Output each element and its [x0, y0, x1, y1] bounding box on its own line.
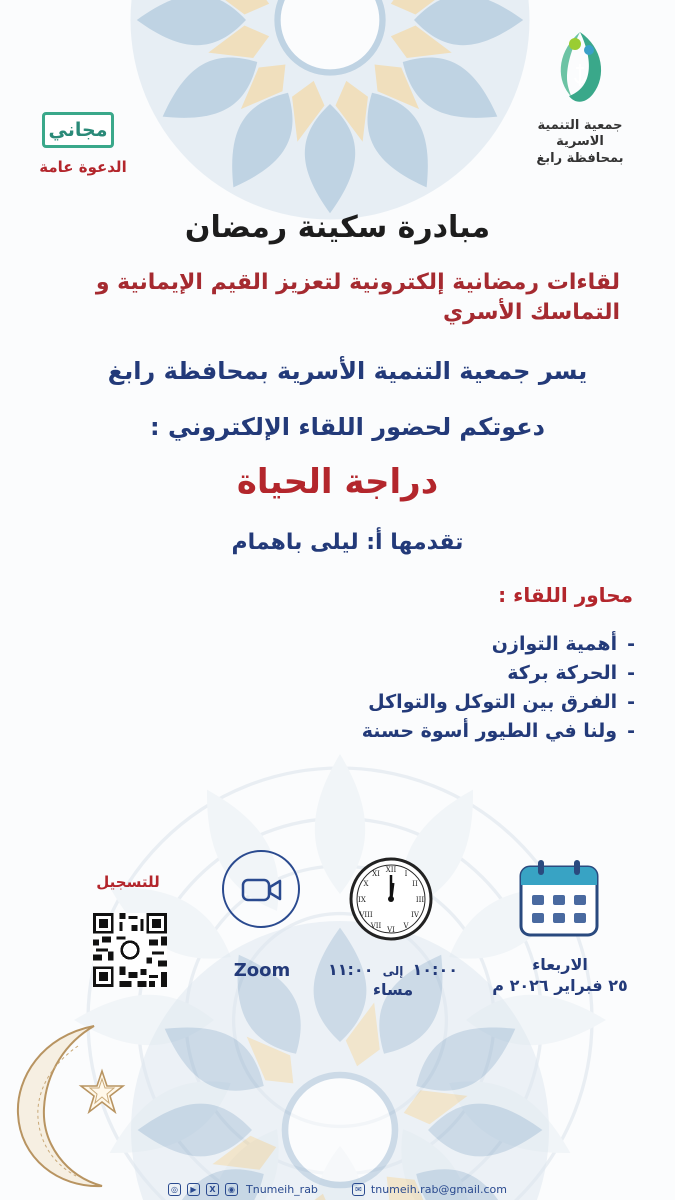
svg-text:II: II — [412, 880, 418, 888]
register-label: للتسجيل — [96, 873, 160, 891]
axes-list — [295, 630, 635, 746]
axis-item: - أهمية التوازن — [295, 630, 635, 659]
org-logo-mark-icon — [545, 28, 615, 118]
intro-line-2: دعوتكم لحضور اللقاء الإلكتروني : — [150, 413, 545, 441]
registration-qr-code[interactable] — [93, 913, 167, 987]
initiative-title: مبادرة سكينة رمضان — [184, 210, 491, 245]
org-name-line1: جمعية التنمية الاسرية — [537, 118, 623, 150]
free-badge: مجاني — [42, 112, 114, 148]
svg-text:I: I — [404, 870, 408, 878]
presenter-name: تقدمها أ: ليلى باهمام — [231, 530, 464, 555]
svg-text:IX: IX — [358, 896, 366, 904]
video-camera-icon — [241, 875, 283, 905]
email-address[interactable]: tnumeih.rab@gmail.com — [370, 1182, 507, 1196]
event-time — [328, 960, 458, 1000]
time-to-word: إلى — [382, 964, 404, 978]
axis-item: - ولنا في الطيور أسوة حسنة — [295, 717, 635, 746]
x-twitter-icon[interactable]: X — [206, 1183, 219, 1196]
initiative-subtitle: لقاءات رمضانية إلكترونية لتعزيز القيم الإيمانية و التماسك الأسري — [95, 270, 620, 325]
calendar-icon — [518, 857, 600, 939]
time-period: مساء — [372, 980, 414, 999]
axis-item: - الحركة بركة — [295, 659, 635, 688]
org-logo — [525, 28, 635, 167]
lecture-title: دراجة الحياة — [236, 462, 439, 502]
event-date-value: ٢٥ فبراير ٢٠٢٦ م — [492, 975, 628, 995]
social-handle[interactable]: Tnumeih_rab — [246, 1182, 318, 1196]
svg-text:V: V — [403, 922, 409, 930]
svg-text:IV: IV — [411, 911, 419, 919]
svg-text:III: III — [415, 896, 425, 904]
email-icon: ✉ — [352, 1183, 365, 1196]
axes-title: محاور اللقاء : — [498, 583, 633, 607]
svg-text:X: X — [363, 880, 369, 888]
svg-text:VIII: VIII — [359, 911, 373, 919]
org-name-line2: بمحافظة رابغ — [536, 150, 624, 166]
clock-icon — [349, 857, 433, 941]
youtube-icon[interactable]: ▶ — [187, 1183, 200, 1196]
star-ornament — [78, 1068, 126, 1116]
event-day: الاربعاء — [532, 955, 588, 974]
svg-text:VI: VI — [387, 926, 395, 934]
intro-line-1: يسر جمعية التنمية الأسرية بمحافظة رابغ — [107, 357, 588, 385]
zoom-circle — [222, 850, 300, 928]
event-date — [490, 955, 630, 997]
svg-text:VII: VII — [370, 922, 382, 930]
axis-item: - الفرق بين التوكل والتواكل — [295, 688, 635, 717]
general-call-label: الدعوة عامة — [39, 158, 127, 176]
footer-contacts — [0, 1178, 675, 1200]
platform-label: Zoom — [233, 960, 291, 981]
bottom-mandala-ornament — [120, 910, 560, 1200]
svg-text:XI: XI — [372, 870, 380, 878]
time-to: ١١:٠٠ — [328, 960, 374, 979]
snapchat-icon[interactable]: ◎ — [168, 1183, 181, 1196]
instagram-icon[interactable]: ◉ — [225, 1183, 238, 1196]
svg-text:XII: XII — [385, 866, 397, 874]
time-from: ١٠:٠٠ — [412, 960, 458, 979]
top-mandala-ornament — [120, 0, 540, 230]
